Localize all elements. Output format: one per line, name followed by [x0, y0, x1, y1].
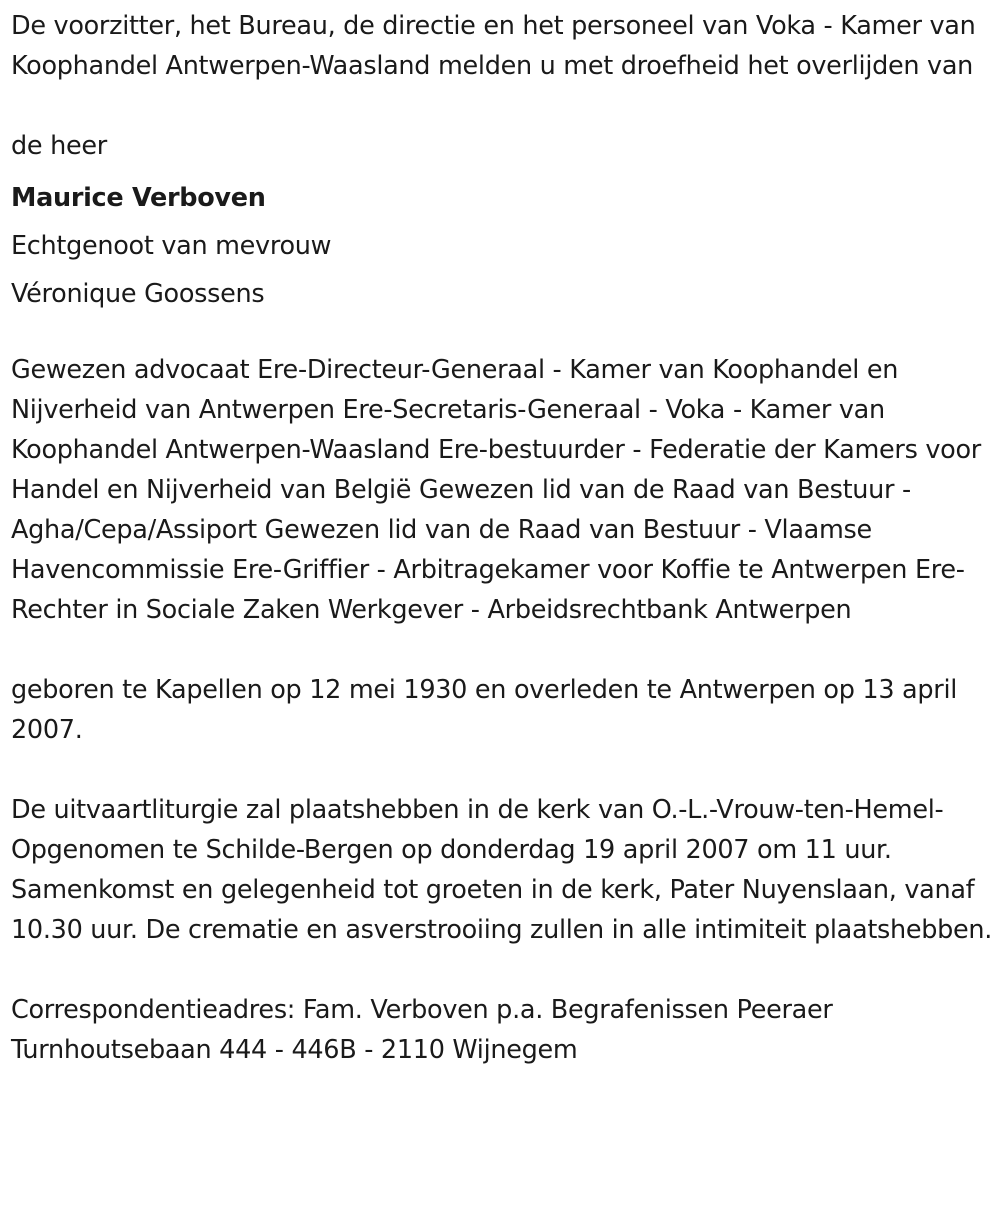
correspondence-line-2: Turnhoutsebaan 444 - 446B - 2110 Wijnegem	[11, 1035, 578, 1065]
spouse-line-1: Echtgenoot van mevrouw	[11, 231, 332, 261]
spacer	[11, 86, 996, 126]
correspondence-line-1: Correspondentieadres: Fam. Verboven p.a. Begrafenissen Peeraer	[11, 995, 833, 1025]
birth-death-paragraph: geboren te Kapellen op 12 mei 1930 en overleden te Antwerpen op 13 april 2007.	[11, 675, 958, 745]
intro-paragraph: De voorzitter, het Bureau, de directie en het personeel van Voka - Kamer van Koophandel Antwerpen-Waasland melden u met droefheid het overlijden van	[11, 11, 976, 81]
deceased-name: Maurice Verboven	[11, 183, 266, 213]
funeral-paragraph: De uitvaartliturgie zal plaatshebben in de kerk van O.-L.-Vrouw-ten-Hemel-Opgenomen te Schilde-Bergen op donderdag 19 april 2007 om 11 uur. Samenkomst en gelegenheid tot groeten in de kerk, Pater Nuyenslaan, vanaf 10.30 uur. De crematie en asverstrooiing zullen in alle intimiteit plaatshebben.	[11, 795, 993, 945]
obituary-notice	[11, 6, 996, 1070]
spacer	[11, 630, 996, 670]
spacer	[11, 318, 996, 350]
spacer	[11, 950, 996, 990]
salutation: de heer	[11, 131, 107, 161]
career-paragraph: Gewezen advocaat Ere-Directeur-Generaal - Kamer van Koophandel en Nijverheid van Antwerpen Ere-Secretaris-Generaal - Voka - Kamer van Koophandel Antwerpen-Waasland Ere-bestuurder - Federatie der Kamers voor Handel en Nijverheid van België Gewezen lid van de Raad van Bestuur - Agha/Cepa/Assiport Gewezen lid van de Raad van Bestuur - Vlaamse Havencommissie Ere-Griffier - Arbitragekamer voor Koffie te Antwerpen Ere-Rechter in Sociale Zaken Werkgever - Arbeidsrechtbank Antwerpen	[11, 355, 981, 625]
spacer	[11, 750, 996, 790]
spouse-line-2: Véronique Goossens	[11, 279, 265, 309]
